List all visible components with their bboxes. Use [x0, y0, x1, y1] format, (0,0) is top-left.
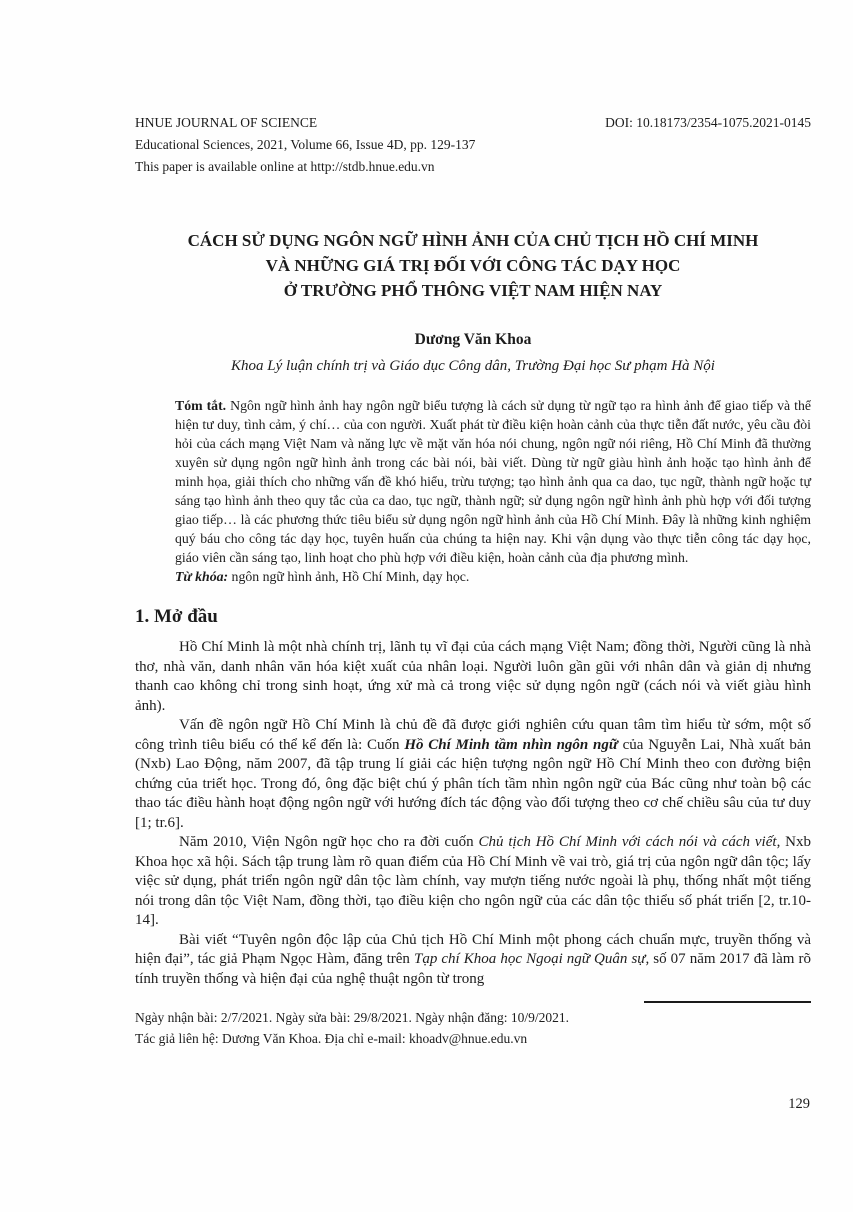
footnote-dates: Ngày nhận bài: 2/7/2021. Ngày sửa bài: 29/8/2021. Ngày nhận đăng: 10/9/2021.: [135, 1010, 570, 1025]
abstract-text: Tóm tắt. Ngôn ngữ hình ảnh hay ngôn ngữ biểu tượng là cách sử dụng từ ngữ tạo ra hình ảnh để giao tiếp và thể hiện tư duy, tình cảm, ý chí… của con người. Xuất phát từ điều kiện hoàn cảnh của thực tiễn đất nước, yêu cầu đòi hỏi của cách mạng Việt Nam và năng lực về mặt văn hóa nói chung, ngôn ngữ nói riêng, Hồ Chí Minh đã thường xuyên sử dụng ngôn ngữ hình ảnh trong các bài nói, bài viết. Dùng từ ngữ giàu hình ảnh hoặc tạo hình ảnh để minh họa, giải thích cho những vấn đề khó hiểu, trừu tượng; tạo hình ảnh qua ca dao, tục ngữ, thành ngữ hoặc tự sáng tạo hình ảnh theo quy tắc của ca dao, tục ngữ, thành ngữ; sử dụng ngôn ngữ hình ảnh phù hợp với đối tượng giao tiếp… là các phương thức tiêu biểu sử dụng ngôn ngữ hình ảnh của Hồ Chí Minh. Đây là những kinh nghiệm quý báu cho công tác dạy học, tuyên huấn của chúng ta hiện nay. Khi vận dụng vào thực tiễn công tác dạy học, giáo viên cần sáng tạo, linh hoạt cho phù hợp với điều kiện, hoàn cảnh của địa phương mình.: [175, 398, 811, 565]
doi-text: DOI: 10.18173/2354-1075.2021-0145: [605, 115, 811, 130]
section-heading: 1. Mở đầu: [135, 606, 218, 627]
keywords-line: Từ khóa: ngôn ngữ hình ảnh, Hồ Chí Minh, dạy học.: [175, 569, 470, 584]
footnote-contact: Tác giả liên hệ: Dương Văn Khoa. Địa chỉ e-mail: khoadv@hnue.edu.vn: [135, 1031, 528, 1046]
footnote: [135, 1007, 811, 1049]
article-title: [135, 228, 811, 303]
paragraph-4: Bài viết “Tuyên ngôn độc lập của Chủ tịch Hồ Chí Minh một phong cách chuẩn mực, truyền thống và hiện đại”, tác giả Phạm Ngọc Hàm, đăng trên Tạp chí Khoa học Ngoại ngữ Quân sự, số 07 năm 2017 đã làm rõ tính truyền thống và hiện đại của nghệ thuật ngôn từ trong: [135, 931, 811, 987]
journal-name: HNUE JOURNAL OF SCIENCE: [135, 115, 318, 130]
paragraph-1: Hồ Chí Minh là một nhà chính trị, lãnh tụ vĩ đại của cách mạng Việt Nam; đồng thời, Người cũng là nhà thơ, nhà văn, danh nhân văn hóa kiệt xuất của nhân loại. Người luôn gần gũi với nhân dân và giản dị nhưng thanh cao không chỉ trong sinh hoạt, ứng xử mà cả trong việc sử dụng ngôn ngữ (cách nói và viết giàu hình ảnh).: [135, 639, 811, 714]
article-title-line-2: VÀ NHỮNG GIÁ TRỊ ĐỐI VỚI CÔNG TÁC DẠY HỌC: [265, 256, 681, 275]
article-title-line-3: Ở TRƯỜNG PHỔ THÔNG VIỆT NAM HIỆN NAY: [283, 281, 663, 300]
article-title-line-1: CÁCH SỬ DỤNG NGÔN NGỮ HÌNH ẢNH CỦA CHỦ TỊCH HỒ CHÍ MINH: [187, 231, 759, 250]
paragraph-2: Vấn đề ngôn ngữ Hồ Chí Minh là chủ đề đã được giới nghiên cứu quan tâm tìm hiểu từ sớm, một số công trình tiêu biểu có thể kể đến là: Cuốn Hồ Chí Minh tầm nhìn ngôn ngữ của Nguyễn Lai, Nhà xuất bản (Nxb) Lao Động, năm 2007, đã tập trung lí giải các hiện tượng ngôn ngữ Hồ Chí Minh theo con đường biện chứng của triết học. Trong đó, ông đặc biệt chú ý phân tích tầm nhìn ngôn ngữ của Bác cũng như toàn bộ các thao tác điều hành hoạt động ngôn ngữ với hướng đích tác động vào đối tượng theo cơ chế chiều sâu của tư duy [1; tr.6].: [135, 717, 811, 831]
journal-header: [135, 112, 811, 178]
page-number: 129: [788, 1096, 810, 1112]
author-name: Dương Văn Khoa: [414, 331, 532, 348]
abstract-block: [175, 396, 811, 586]
author-affiliation: Khoa Lý luận chính trị và Giáo dục Công dân, Trường Đại học Sư phạm Hà Nội: [231, 358, 715, 374]
paragraph-3: Năm 2010, Viện Ngôn ngữ học cho ra đời cuốn Chủ tịch Hồ Chí Minh với cách nói và cách viết, Nxb Khoa học xã hội. Sách tập trung làm rõ quan điểm của Hồ Chí Minh về vai trò, giá trị của ngôn ngữ dân tộc; lấy việc sử dụng, phát triển ngôn ngữ dân tộc làm chính, vay mượn tiếng nước ngoài là phụ, thống nhất một tiếng nói trong dân tộc Việt Nam, đồng thời, tạo điều kiện cho ngôn ngữ của các dân tộc thiểu số phát triển [2, tr.10-14].: [135, 834, 811, 928]
footnote-separator: [644, 1001, 811, 1003]
issue-info: Educational Sciences, 2021, Volume 66, Issue 4D, pp. 129-137: [135, 137, 476, 152]
availability-note: This paper is available online at http://stdb.hnue.edu.vn: [135, 159, 435, 174]
